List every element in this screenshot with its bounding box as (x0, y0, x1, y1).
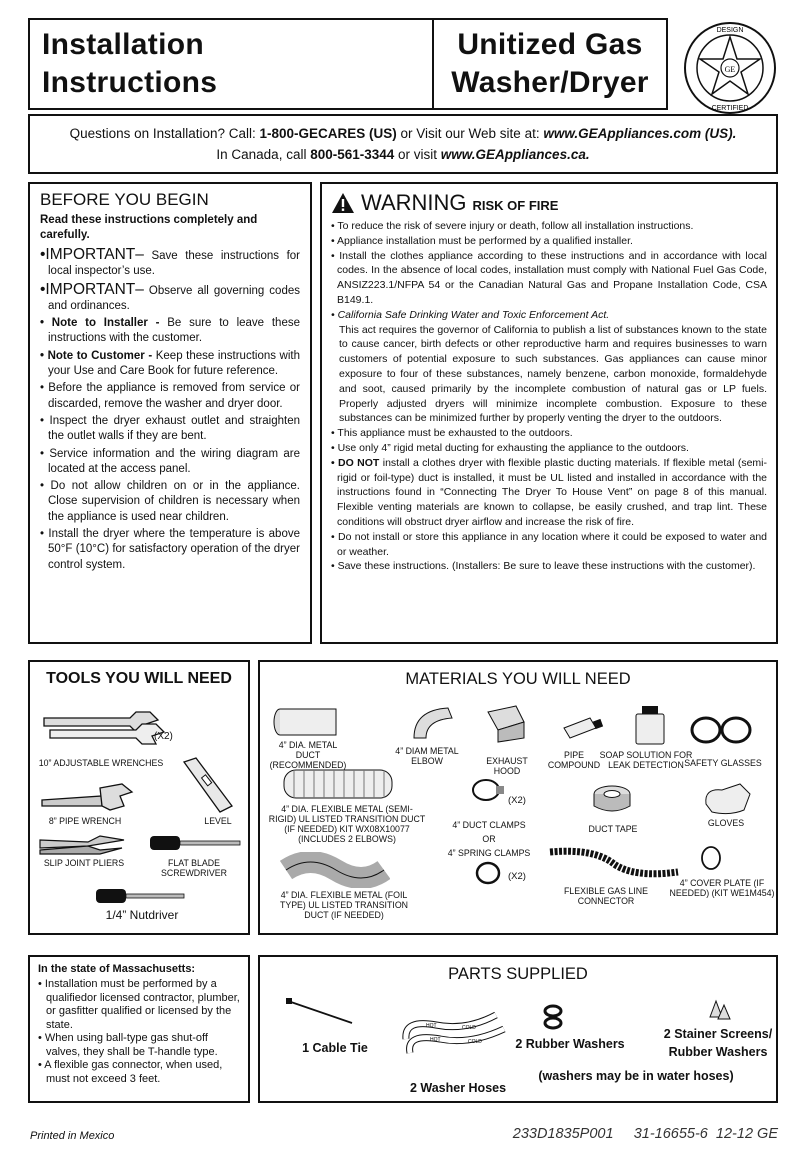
warning-item: • DO NOT install a clothes dryer with flexible plastic ducting materials. If flexible metal (semi-rigid or foil-type) duct is installed, it must be UL listed and installed in accordance with the instructions found in “Connecting The Dryer To House Vent” on page 8 of this manual. Flexible venting materials are known to collapse, be easily crushed, and trap lint. These conditions will obstruct dryer airflow and increase the risk of fire. (331, 456, 767, 528)
website-us[interactable]: www.GEAppliances.com (US). (543, 126, 737, 141)
nutdriver-label: 1/4” Nutdriver (105, 908, 179, 922)
gloves-label: GLOVES (707, 818, 745, 828)
title-installation: Installation (42, 28, 204, 61)
metal-duct-label: 4” DIA. METAL DUCT (RECOMMENDED) (269, 740, 347, 770)
important-2: •IMPORTANT– Observe all governing codes and ordinances. (40, 280, 300, 312)
document-number: 233D1835P001 31-16655-6 12-12 GE (512, 1126, 778, 1142)
massachusetts-section (28, 955, 250, 1103)
before-you-begin-section (28, 182, 312, 644)
before-item: • Install the dryer where the temperature is above 50°F (10°C) for satisfactory operation of the dryer control system. (40, 528, 300, 571)
adjustable-wrench-icon (40, 706, 170, 746)
title-box-right (432, 18, 668, 110)
tools-title: TOOLS YOU WILL NEED (46, 670, 232, 687)
semi-rigid-duct-icon (280, 766, 396, 802)
semi-rigid-duct-label: 4” DIA. FLEXIBLE METAL (SEMI-RIGID) UL LISTED TRANSITION DUCT (IF NEEDED) KIT WX08X10077 (INCLUDES 2 ELBOWS) (268, 804, 426, 844)
duct-clamps-label: 4” DUCT CLAMPS (452, 820, 526, 830)
before-item: • Do not allow children on or in the appliance. Close supervision of children is necessary when the appliance is used near children. (40, 480, 300, 523)
rubber-washers-label: 2 Rubber Washers (515, 1037, 625, 1051)
safety-glasses-icon (684, 712, 760, 748)
before-title: BEFORE YOU BEGIN (40, 190, 209, 209)
parts-title: PARTS SUPPLIED (448, 965, 588, 983)
design-certified-seal-icon (682, 20, 778, 116)
contact-text: or Visit our Web site at: (396, 126, 544, 141)
important-1: •IMPORTANT– Save these instructions for local inspector’s use. (40, 246, 300, 278)
phone-canada: 800-561-3344 (310, 147, 395, 162)
washer-hoses-label: 2 Washer Hoses (409, 1081, 507, 1095)
note-customer: • Note to Customer - Keep these instructions with your Use and Care Book for future reference. (40, 349, 300, 378)
warning-prop65-text: This act requires the governor of California to publish a list of substances known to the state to cause cancer, birth defects or other reproductive harm and requires businesses to warn customers of potential exposure to such substances. Gas appliances can cause minor exposure to four of these substances, namely benzene, carbon monoxide, formaldehyde and soot, caused primarily by the incomplete combustion of natural gas or LP fuels. Properly adjusted dryers will minimize incomplete combustion. Exposure to these substances can be minimized further by properly venting the dryer to the outdoors. (339, 323, 767, 425)
safety-glasses-label: SAFETY GLASSES (684, 758, 762, 768)
warning-item: • Do not install or store this appliance in any location where it could be exposed to water and or weather. (331, 530, 767, 558)
pliers-label: SLIP JOINT PLIERS (43, 858, 125, 868)
wrench-qty: (X2) (154, 731, 173, 742)
svg-text:GE: GE (724, 65, 736, 74)
screwdriver-label: FLAT BLADE SCREWDRIVER (161, 858, 227, 878)
gloves-icon (700, 780, 756, 818)
title-washer-dryer: Washer/Dryer (451, 66, 649, 99)
title-unitized-gas: Unitized Gas (457, 28, 643, 61)
washer-hoses-icon (396, 1005, 516, 1067)
contact-text: In Canada, call (216, 147, 311, 162)
washers-note: (washers may be in water hoses) (538, 1069, 734, 1083)
foil-duct-label: 4” DIA. FLEXIBLE METAL (FOIL TYPE) UL LISTED TRANSITION DUCT (IF NEEDED) (279, 890, 409, 920)
parts-supplied-section (258, 955, 778, 1103)
clamps-qty: (X2) (508, 795, 526, 806)
duct-tape-icon (590, 782, 634, 818)
pipe-compound-label: PIPE COMPOUND (547, 750, 601, 770)
hose-hot-tag: HOT (430, 1037, 441, 1043)
note-installer: • Note to Installer - Be sure to leave these instructions with the customer. (40, 317, 300, 345)
contact-box (28, 114, 778, 174)
massachusetts-item: • Installation must be performed by a qualifiedor licensed contractor, plumber, or gasfitter qualified or licensed by the state. (38, 978, 240, 1031)
or-label: OR (482, 834, 496, 844)
warning-subtitle: RISK OF FIRE (472, 198, 559, 213)
nutdriver-icon (92, 884, 192, 908)
soap-solution-label: SOAP SOLUTION FOR LEAK DETECTION (599, 750, 693, 770)
spring-clamps-qty: (X2) (508, 871, 526, 882)
flat-blade-screwdriver-icon (146, 830, 246, 858)
spring-clamps-label: 4” SPRING CLAMPS (447, 848, 531, 858)
pipe-wrench-icon (38, 780, 138, 818)
contact-text: Questions on Installation? Call: (69, 126, 260, 141)
warning-section (320, 182, 778, 644)
tools-section (28, 660, 250, 935)
before-item: • Before the appliance is removed from service or discarded, remove the washer and dryer door. (40, 382, 300, 410)
duct-tape-label: DUCT TAPE (588, 824, 638, 834)
hose-hot-tag: HOT (426, 1023, 437, 1029)
massachusetts-item: • When using ball-type gas shut-off valves, they shall be T-handle type. (38, 1032, 218, 1058)
website-canada[interactable]: www.GEAppliances.ca. (440, 147, 590, 162)
massachusetts-title: In the state of Massachusetts: (38, 963, 196, 975)
seal-bottom-text: CERTIFIED (711, 105, 749, 112)
materials-title: MATERIALS YOU WILL NEED (405, 670, 631, 688)
cable-tie-label: 1 Cable Tie (302, 1041, 368, 1055)
level-label: LEVEL (204, 816, 232, 826)
rubber-washers-icon (540, 1003, 566, 1033)
strainer-screens-label: 2 Stainer Screens/ Rubber Washers (663, 1027, 773, 1059)
before-lead: Read these instructions completely and carefully. (40, 214, 258, 241)
pipe-wrench-label: 8” PIPE WRENCH (48, 816, 122, 826)
hose-cold-tag: COLD (462, 1025, 476, 1031)
warning-item: • Use only 4” rigid metal ducting for exhausting the appliance to the outdoors. (331, 441, 689, 454)
strainer-screens-icon (704, 997, 734, 1023)
metal-elbow-icon (408, 702, 458, 742)
cable-tie-icon (284, 997, 356, 1027)
before-item: • Service information and the wiring diagram are located at the access panel. (40, 447, 300, 475)
gas-connector-label: FLEXIBLE GAS LINE CONNECTOR (563, 886, 649, 906)
soap-solution-icon (632, 704, 668, 746)
cover-plate-label: 4” COVER PLATE (IF NEEDED) (KIT WE1M454) (669, 878, 775, 898)
phone-us: 1-800-GECARES (US) (259, 126, 397, 141)
warning-title: WARNING (361, 190, 467, 215)
materials-section (258, 660, 778, 935)
warning-triangle-icon (331, 192, 355, 214)
warning-item: • This appliance must be exhausted to the outdoors. (331, 427, 573, 440)
wrench-label: 10” ADJUSTABLE WRENCHES (38, 758, 164, 768)
foil-duct-icon (280, 852, 390, 888)
title-box-left (28, 18, 434, 110)
warning-item: • Install the clothes appliance according to these instructions and in accordance with local codes. In the absence of local codes, installation must comply with National Fuel Gas Code, ANSIZ223.1/NFPA 54 or the Canadian Natural Gas and Propane Installation Code, CSA B149.1. (331, 249, 767, 306)
metal-duct-icon (272, 706, 342, 738)
hose-cold-tag: COLD (468, 1039, 482, 1045)
exhaust-hood-label: EXHAUST HOOD (486, 756, 528, 776)
printed-in: Printed in Mexico (30, 1130, 115, 1142)
before-item: • Inspect the dryer exhaust outlet and straighten the outlet walls if they are bent. (40, 414, 300, 443)
exhaust-hood-icon (482, 702, 530, 744)
massachusetts-item: • A flexible gas connector, when used, must not exceed 3 feet. (38, 1059, 223, 1085)
warning-item: • Appliance installation must be performed by a qualified installer. (331, 234, 633, 247)
spring-clamp-icon (474, 860, 504, 886)
seal-top-text: DESIGN (716, 27, 744, 34)
elbow-label: 4” DIAM METAL ELBOW (395, 746, 459, 766)
warning-item: • Save these instructions. (Installers: Be sure to leave these instructions with the customer). (331, 560, 756, 573)
warning-item: • To reduce the risk of severe injury or death, follow all installation instructions. (331, 220, 694, 232)
level-icon (180, 756, 236, 816)
duct-clamp-icon (470, 776, 506, 804)
warning-item: • California Safe Drinking Water and Toxic Enforcement Act. (331, 308, 610, 321)
title-instructions: Instructions (42, 66, 218, 99)
slip-joint-pliers-icon (38, 828, 128, 858)
contact-text: or visit (394, 147, 441, 162)
cover-plate-icon (698, 844, 724, 872)
pipe-compound-icon (560, 714, 606, 740)
gas-line-connector-icon (544, 842, 684, 882)
